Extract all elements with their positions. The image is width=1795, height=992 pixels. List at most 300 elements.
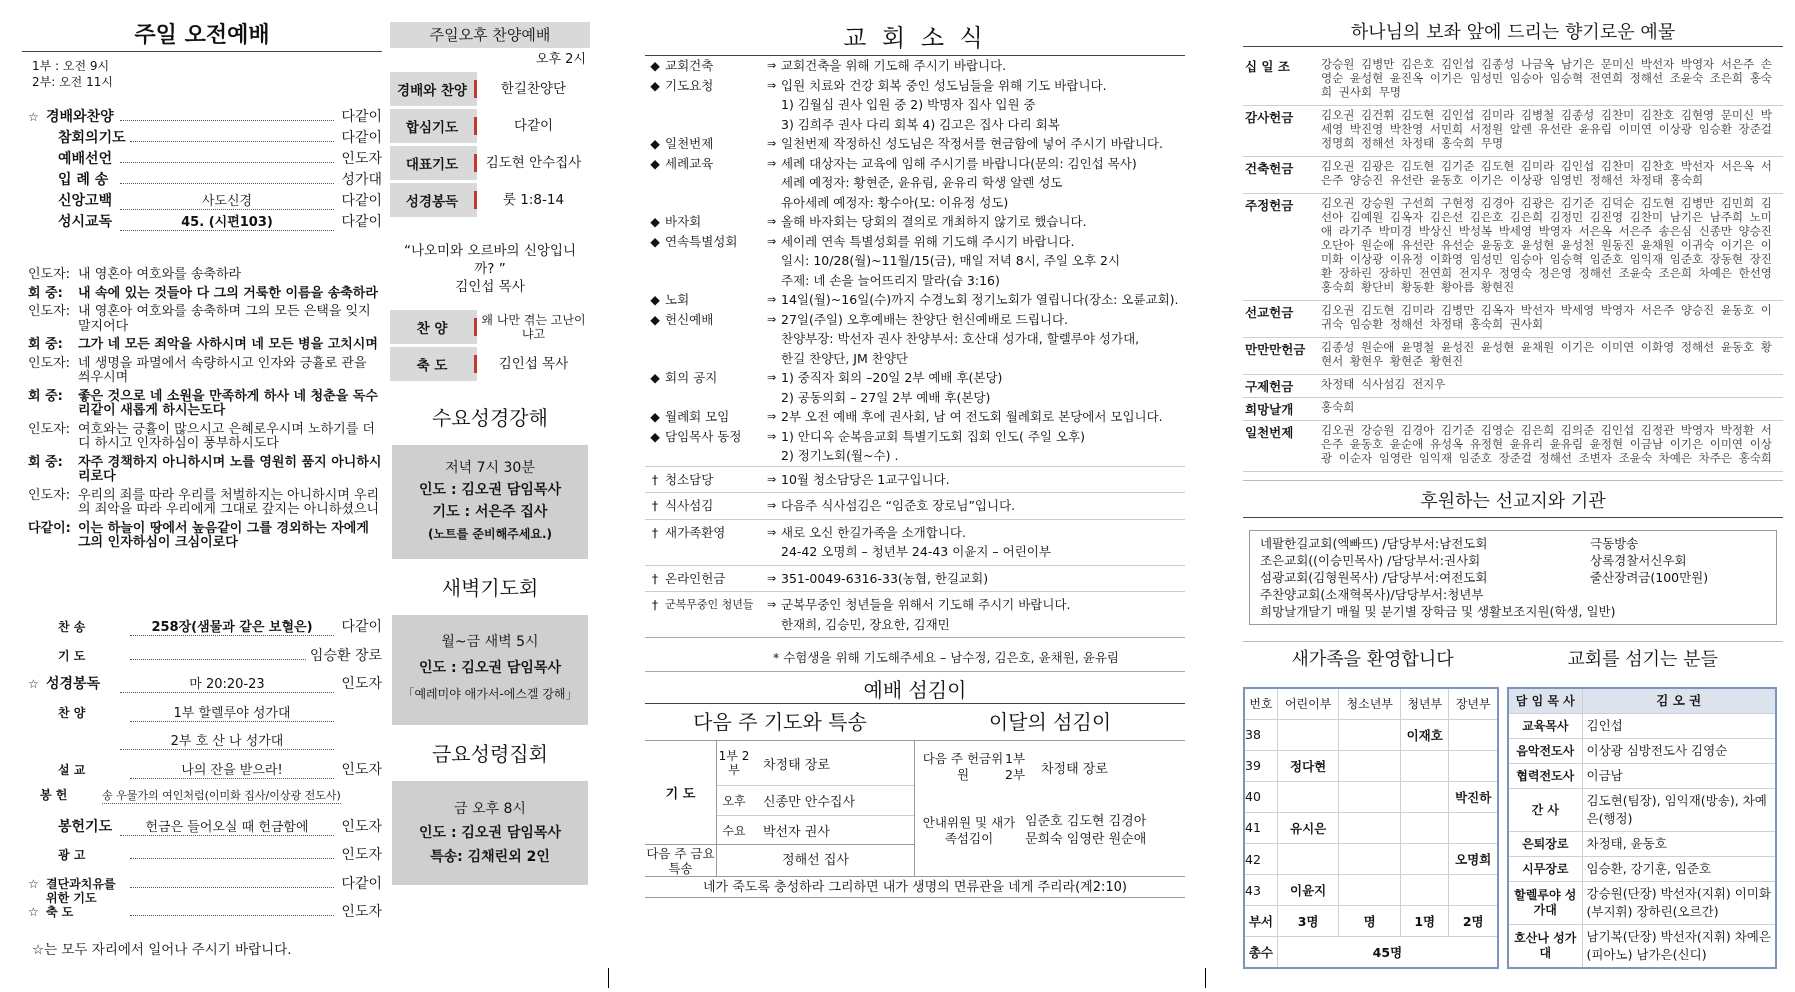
news-item [645,368,1185,407]
offering-label: 선교헌금 [1245,305,1294,320]
order-detail: 나의 잔을 받으라! [130,759,334,779]
server-row [1508,925,1776,969]
prayer-part: 1부 2부 [718,749,750,777]
news-line: 1) 김월심 권사 입원 중 2) 박명자 집사 입원 중 [781,97,1036,112]
fri-line-time: 금 오후 8시 [454,801,526,817]
reading-line [28,489,382,518]
news-text [781,470,1185,490]
order-bottom-item [28,702,382,722]
order-bottom-item [28,645,382,665]
serve-left [645,741,915,876]
news-line: 1) 중직자 회의 –20일 2부 예배 후(본당) [781,370,1003,385]
cell: 유시은 [1277,812,1339,843]
news-label: 월례회 모임 [665,409,730,424]
bottom-headings [1243,641,1783,677]
offering-row [1243,421,1783,472]
news-line: 한길 찬양단, JM 찬양단 [781,350,908,366]
wed-title: 수요성경강해 [432,406,548,430]
news-item [645,56,1185,76]
wed-line-prayer: 기도 : 서은주 집사 [432,504,548,520]
server-names: 김도현(팀장), 임익재(방송), 차예은(행정) [1582,789,1776,832]
reading-speaker: 회 중: [28,388,63,404]
reading-speaker: 다같이: [28,520,71,536]
cell [1339,781,1401,812]
server-names: 남기복(단장) 박선자(지휘) 차예은(피아노) 남가은(신디) [1582,925,1776,969]
server-role: 교육목사 [1508,714,1582,739]
news-text [781,496,1185,516]
cell [1339,812,1401,843]
order-label: 참회의기도 [58,130,126,146]
fri-title: 금요성령집회 [432,742,548,766]
news-item [645,565,1185,592]
cell [1277,719,1339,750]
server-role: 간 사 [1508,789,1582,832]
news-line: 교회건축을 위해 기도해 주시기 바랍니다. [781,58,1007,73]
news-line: 세례 예정자: 황현준, 윤유림, 윤유리 학생 알렌 성도 [781,175,1063,190]
total-label: 총수 [1244,937,1277,968]
order-bottom-item [28,844,382,864]
order-leader: 인도자 [341,818,382,835]
news-line: 2) 정기노회(월~수) . [781,448,899,463]
cell: 41 [1244,812,1277,843]
order-top-item [28,127,382,147]
news-line: 찬양부장: 박선자 권사 찬양부서: 호산대 성가대, 할렐루야 성가대, [781,331,1140,346]
next-week-title: 다음 주 기도와 특송 [693,710,867,734]
server-row [1508,857,1776,882]
order-bottom-item [28,816,382,836]
news-item [645,519,1185,565]
reading-line [28,423,382,452]
mission-box [1249,530,1777,625]
offerings-title: 하나님의 보좌 앞에 드리는 향기로운 예물 [1243,18,1783,47]
pm-sermon-title: “나오미와 오르바의 신앙입니까? ” [403,243,577,277]
order-detail: 사도신경 [120,190,334,210]
news-item [645,427,1185,466]
stand-mark: ☆ [28,110,39,124]
news-line: 1) 안디옥 순복음교회 특별기도회 집회 인도( 주일 오후) [781,428,1085,444]
order-bottom-item [28,673,382,693]
news-item [645,232,1185,291]
prayer-rows [717,741,914,844]
offering-committee-label: 다음 주 헌금위원 [922,751,1004,782]
order-leader: 인도자 [341,904,382,920]
reading-speaker: 인도자: [28,487,71,503]
reading-text: 자주 경책하지 아니하시며 노를 영원히 품지 아니하시리로다 [78,454,382,484]
order-leader: 다같이 [341,193,382,209]
server-names: 임승환, 강기훈, 임준호 [1582,857,1776,882]
reading-line [28,357,382,386]
pm-row-value: 다같이 [477,109,590,143]
reading-text: 네 생명을 파멸에서 속량하시고 인자와 긍휼로 관을 씌우시며 [78,355,367,385]
news-item [645,466,1185,493]
cell [1277,781,1339,812]
arrow-icon: ⇒ [767,429,777,443]
order-detail: 마 20:20-23 [120,673,334,693]
server-row [1508,764,1776,789]
new-family-row [1244,719,1498,750]
new-family-total [1244,937,1498,968]
news-bullet: ◆ [650,214,660,229]
news-text [781,523,1185,562]
usher-line-1: 임준호 김도현 김경아 [1025,814,1147,829]
news-line: 세례 대상자는 교육에 임해 주시기를 바랍니다(문의: 김인섭 목사) [781,155,1137,171]
cell [1401,781,1449,812]
fri-special-label: 다음 주 금요특송 [645,845,717,877]
memory-verse: 네가 죽도록 충성하라 그리하면 내가 생명의 면류관을 네게 주리라(계2:10) [645,876,1185,898]
responsive-reading [28,268,382,555]
pm-row-value: 김도현 안수집사 [477,146,590,180]
order-leader: 인도자 [341,151,382,167]
pm-row-label: 대표기도 [405,157,459,173]
pm-sermon [390,220,590,310]
server-role: 할렐루야 성가대 [1508,882,1582,925]
cell: 43 [1244,875,1277,906]
mission-org: 줄산장려금(100만원) [1590,570,1709,585]
order-detail: 2부 호 산 나 성가대 [120,730,334,750]
news-bullet: † [651,597,659,612]
news-bullet: † [651,498,659,513]
arrow-icon: ⇒ [767,293,777,306]
pm-row-label: 찬 양 [416,321,448,337]
cell [1449,875,1498,906]
cell [1277,844,1339,875]
pm-row [390,310,590,344]
order-label: 결단과치유를 위한 기도 [46,876,116,905]
dawn-line-time: 월~금 새벽 5시 [441,634,539,650]
new-family-row [1244,875,1498,906]
pm-row-label: 성경봉독 [405,194,459,210]
order-label: 축 도 [46,905,74,919]
reading-speaker: 인도자: [28,304,71,319]
new-family-row [1244,812,1498,843]
mission-row [1260,535,1766,552]
server-role: 은퇴장로 [1508,832,1582,857]
col3-church-news [645,18,1185,958]
news-item [645,591,1185,637]
time-first: 1부 : 오전 9시 [32,59,110,73]
offering-names: 차정태 식사섬김 전지우 [1321,377,1446,391]
arrow-icon: ⇒ [767,499,777,512]
news-line: 14일(월)~16일(수)까지 수경노회 정기노회가 열립니다(장소: 오륜교회). [781,292,1179,307]
pm-row [390,183,590,217]
pm-row-label: 축 도 [416,358,448,374]
usher-label: 안내위원 및 새가족섬김이 [922,815,1016,846]
pm-row-value: 김인섭 목사 [477,347,590,381]
sum-cell: 1명 [1401,906,1449,937]
time-second: 2부: 오전 11시 [32,75,113,89]
offering-row [1243,194,1783,301]
offering-row [1243,157,1783,194]
arrow-icon: ⇒ [767,137,777,150]
news-item [645,212,1185,232]
arrow-icon: ⇒ [767,78,777,92]
news-bullet: ◆ [650,155,660,171]
news-line: 일시: 10/28(월)~11월/15(금), 매일 저녁 8시, 주일 오후 2시 [781,253,1121,268]
order-bottom-item [28,787,382,804]
offering-names: 김오권 강승원 김경아 김기준 김영순 김은희 김의준 김인섭 김정관 박영자 박정환 서은주 윤동호 윤순애 유성옥 유정현 윤유리 윤유림 윤정현 이금남 이기은 이미연 이상광 이순자 임영란 임익재 임준호 장준걸 정해선 조변자 조윤숙 차예은 차주은 홍숙희 [1321,423,1772,465]
exam-note: * 수험생을 위해 기도해주세요 – 남수정, 김은호, 윤채원, 윤유림 [645,638,1185,672]
order-label: 경배와찬양 [46,109,114,125]
news-line: 3) 김희주 권사 다리 회복 4) 김고은 집사 다리 회복 [781,116,1060,132]
cell [1449,812,1498,843]
cell: 42 [1244,844,1277,875]
reading-text: 이는 하늘이 땅에서 높음같이 그를 경외하는 자에게 그의 인자하심이 크심이로다 [78,520,369,550]
fold-line-2 [1205,968,1206,988]
header-cell: 청년부 [1401,688,1449,719]
arrow-icon: ⇒ [767,59,777,72]
order-bottom-item [28,901,382,921]
mission-row [1260,603,1766,620]
news-label: 연속특별성회 [665,233,738,249]
fri-box [392,781,588,885]
pm-sermon-preacher: 김인섭 목사 [455,279,525,295]
offering-label: 주정헌금 [1245,198,1294,213]
order-leader: 다같이 [341,109,382,125]
reading-line [28,287,382,302]
wed-box [392,445,588,559]
offering-row [1243,106,1783,157]
offering-names: 김오권 김건휘 김도현 김인섭 김미라 김병철 김종성 김찬미 김찬호 김현영 문미신 박세영 박진영 박찬영 서민희 서정원 알렌 유선란 윤유림 이미연 이상광 임승환 장준걸 정명희 정해선 차정태 홍숙희 무명 [1321,108,1772,150]
server-row [1508,789,1776,832]
news-label: 헌신예배 [665,311,714,327]
wed-line-time: 저녁 7시 30분 [445,460,535,476]
offering-names: 김오권 김광은 김도현 김기준 김도현 김미라 김인섭 김찬미 김찬호 박선자 서은옥 서은주 양승진 유선란 윤동호 이기은 이상광 임영빈 정해선 차정태 홍숙희 [1321,159,1772,187]
news-line: 군복무중인 청년들을 위해서 기도해 주시기 바랍니다. [781,597,1071,612]
pm-row-value: 한길찬양단 [477,72,590,106]
sum-cell: 명 [1339,906,1401,937]
order-label: 봉헌기도 [58,818,113,835]
reading-line [28,338,382,353]
server-names: 김인섭 [1582,714,1776,739]
order-bottom-item [28,759,382,779]
offering-row [1243,338,1783,375]
offering-names: 강승원 김병만 김은호 김인섭 김종성 나금옥 남기은 문미신 박선자 박영자 서은주 손영순 윤성현 윤진옥 이기은 임성민 임승아 임승혁 전연희 정해선 조윤숙 조은희 홍숙희 권사회 무명 [1321,57,1772,99]
server-row [1508,688,1776,714]
news-bullet: ◆ [650,428,660,444]
arrow-icon: ⇒ [767,156,777,170]
morning-worship-title: 주일 오전예배 [22,18,382,52]
offering-label: 구제헌금 [1245,379,1294,394]
col4-offerings [1243,18,1783,968]
arrow-icon: ⇒ [767,598,777,611]
col1-morning-worship [22,18,382,968]
news-item [645,310,1185,369]
news-bullet: ◆ [650,77,660,93]
mission-org: 상록경찰서신우회 [1590,553,1687,568]
order-top-item [28,190,382,210]
news-line: 2) 공동의회 – 27일 2부 예배 후(본당) [781,389,991,405]
news-label: 노회 [665,292,690,307]
reading-text: 그가 네 모든 죄악을 사하시며 네 모든 병을 고치시며 [78,337,378,352]
mission-row [1260,586,1766,603]
pm-worship-title: 주일오후 찬양예배 [390,22,590,48]
order-leader: 인도자 [341,847,382,863]
offering-label: 십 일 조 [1245,59,1290,74]
arrow-icon: ⇒ [767,571,777,585]
news-bullet: ◆ [650,136,660,151]
server-names: 김 오 권 [1582,688,1776,714]
fri-line-leader: 인도 : 김오권 담임목사 [419,825,561,841]
order-detail: 송 우물가의 여인처럼(이미화 집사/이상광 전도사) [102,789,341,802]
news-line: 다음주 식사섬김은 “임준호 장로님”입니다. [781,498,1016,513]
server-row [1508,714,1776,739]
new-family-header [1244,688,1498,719]
cell [1339,719,1401,750]
offering-row [1243,301,1783,338]
order-label: 찬 송 [58,620,86,634]
reading-text: 내 영혼아 여호와를 송축하라 [78,267,242,282]
news-item [645,492,1185,519]
order-top-item [28,211,382,231]
news-label: 일천번제 [665,136,714,151]
news-label: 기도요청 [665,77,714,93]
order-detail [130,141,334,142]
news-item [645,154,1185,213]
cell: 39 [1244,750,1277,781]
order-detail: 헌금은 들어오실 때 헌금함에 [120,816,334,836]
server-role: 호산나 성가대 [1508,925,1582,969]
news-text [781,569,1185,589]
server-role: 협력전도사 [1508,764,1582,789]
news-line: 입원 치료와 건강 회복 중인 성도님들을 위해 기도 바랍니다. [781,77,1107,93]
serve-title: 예배 섬김이 [645,674,1185,704]
stand-mark: ☆ [28,677,39,691]
server-names: 강승원(단장) 박선자(지휘) 이미화(부지휘) 장하린(오르간) [1582,882,1776,925]
new-family-table [1243,687,1499,969]
prayer-name: 박선자 권사 [763,825,830,840]
wed-line-note: (노트를 준비해주세요.) [427,527,553,541]
server-names: 이금남 [1582,764,1776,789]
sum-cell: 부서 [1244,906,1277,937]
order-label: 설 교 [58,762,86,777]
standing-note: ☆는 모두 자리에서 일어나 주시기 바랍니다. [32,942,292,958]
col2-other-services [390,22,590,962]
prayer-row [717,785,914,815]
serve-right [915,741,1185,876]
offering-label: 일천번제 [1245,425,1294,440]
reading-line [28,522,382,551]
news-item [645,290,1185,310]
order-detail [130,915,334,916]
order-top-item [28,148,382,168]
order-label: 성경봉독 [46,676,101,692]
arrow-icon: ⇒ [767,215,777,228]
news-text [781,310,1185,369]
order-leader: 인도자 [341,761,382,778]
news-line: 27일(주일) 오후예배는 찬양단 헌신예배로 드립니다. [781,311,1069,327]
order-detail [130,659,306,660]
new-family-title: 새가족을 환영합니다 [1291,649,1454,670]
reading-line [28,390,382,419]
total-value: 45명 [1277,937,1498,968]
offering-label: 건축헌금 [1245,161,1294,176]
news-text [781,134,1185,154]
cell [1401,750,1449,781]
news-bullet: ◆ [650,409,660,424]
mission-row [1260,569,1766,586]
servers-title: 교회를 섬기는 분들 [1567,649,1718,670]
order-detail: 1부 할렐루야 성가대 [130,702,334,722]
reading-speaker: 회 중: [28,285,63,301]
news-line: 10월 청소담당은 1교구입니다. [781,471,950,487]
pm-rows [390,72,590,217]
news-text [781,595,1185,634]
news-line: 일천번제 작정하신 성도님은 작정서를 현금함에 넣어 주시기 바랍니다. [781,136,1163,151]
order-detail [130,887,334,888]
news-line: 유아세례 예정자: 황수아(모: 이유정 성도) [781,194,1009,210]
reading-speaker: 회 중: [28,337,63,352]
reading-speaker: 회 중: [28,454,63,470]
serve-headings [645,704,1185,740]
server-row [1508,882,1776,925]
dawn-line-topic: 「예레미야 애가서-에스겔 강해」 [402,687,578,701]
prayer-name: 차정태 장로 [763,757,830,773]
pm-row [390,347,590,381]
news-bullet: ◆ [650,233,660,249]
cell [1449,750,1498,781]
server-role: 음악전도사 [1508,739,1582,764]
reading-line [28,268,382,283]
order-leader: 인도자 [341,676,382,692]
pm-row [390,72,590,106]
pm-row-label: 합심기도 [405,120,459,136]
offering-names: 김종성 원순애 윤명철 윤성진 윤성현 윤채원 이기은 이미연 이화영 정해선 윤동호 황현서 황현우 황현준 황현진 [1321,340,1772,368]
server-row [1508,739,1776,764]
news-item [645,76,1185,135]
news-text [781,427,1185,466]
mission-name: 섬광교회(김형원목사) /담당부서:여전도회 [1260,570,1488,585]
reading-text: 내 속에 있는 것들아 다 그의 거룩한 이름을 송축하라 [78,285,378,301]
mission-org: 극동방송 [1590,536,1639,551]
arrow-icon: ⇒ [767,234,777,248]
news-label: 온라인헌금 [665,570,726,586]
prayer-row [717,741,914,785]
news-item [645,407,1185,427]
news-bullet: ◆ [650,370,660,385]
cell [1339,875,1401,906]
order-leader: 다같이 [341,214,382,230]
offering-committee-part: 1부 2부 [1005,751,1026,782]
news-line: 세이레 연속 특별성회를 위해 기도해 주시기 바랍니다. [781,233,1075,249]
cell: 이재호 [1401,719,1449,750]
offerings-table [1243,55,1783,472]
stand-mark: ☆ [28,905,39,919]
news-label: 청소담당 [665,471,714,487]
reading-text: 우리의 죄를 따라 우리를 처벌하지는 아니하시며 우리의 죄악을 따라 우리에게 그대로 갚지는 아니하셨으니 [78,487,380,517]
reading-text: 내 영혼아 여호와를 송축하며 그의 모든 은택을 잊지 말지어다 [78,304,371,334]
server-row [1508,832,1776,857]
news-text [781,154,1185,213]
news-label: 군복무중인 청년들 [665,598,754,611]
pm-row [390,146,590,180]
fri-special-value: 정해선 집사 [782,853,849,868]
news-text [781,212,1185,232]
news-bullet: † [651,570,659,586]
order-label: 신앙고백 [58,193,113,209]
offering-names: 김오권 강승원 구선희 구현정 김경아 김광은 김기준 김덕순 김도현 김병만 김민희 김선아 김예원 김옥자 김은선 김은호 김은희 김정민 김진영 김찬미 남기은 남주희 노미애 라기주 박미경 박상신 박성복 박세영 박영자 서은옥 서은주 송은심 신종만 양승진 오단아 원순애 유선란 유선순 윤동호 윤성현 윤성천 원동진 윤채원 이귀숙 이기은 이미화 이상광 이유정 이화영 임성민 임승아 임승혁 임준호 임익재 임준호 장동현 장진환 장하린 장하민 전연희 전지우 정영숙 정은영 정해선 조윤숙 조은희 차예은 한선영 홍숙희 황단비 황동환 황아름 황현진 [1321,196,1772,294]
offering-label: 감사헌금 [1245,110,1294,125]
news-label: 세례교육 [665,155,714,171]
pm-row-value: 왜 나만 겪는 고난이냐고 [477,310,590,344]
new-family-sum [1244,906,1498,937]
order-leader: 성가대 [341,172,382,188]
dawn-line-leader: 인도 : 김오권 담임목사 [419,660,561,676]
prayer-part: 수요 [722,823,746,838]
cell [1401,844,1449,875]
news-bullet: ◆ [650,311,660,327]
prayer-label: 기 도 [645,741,717,844]
arrow-icon: ⇒ [767,312,777,326]
